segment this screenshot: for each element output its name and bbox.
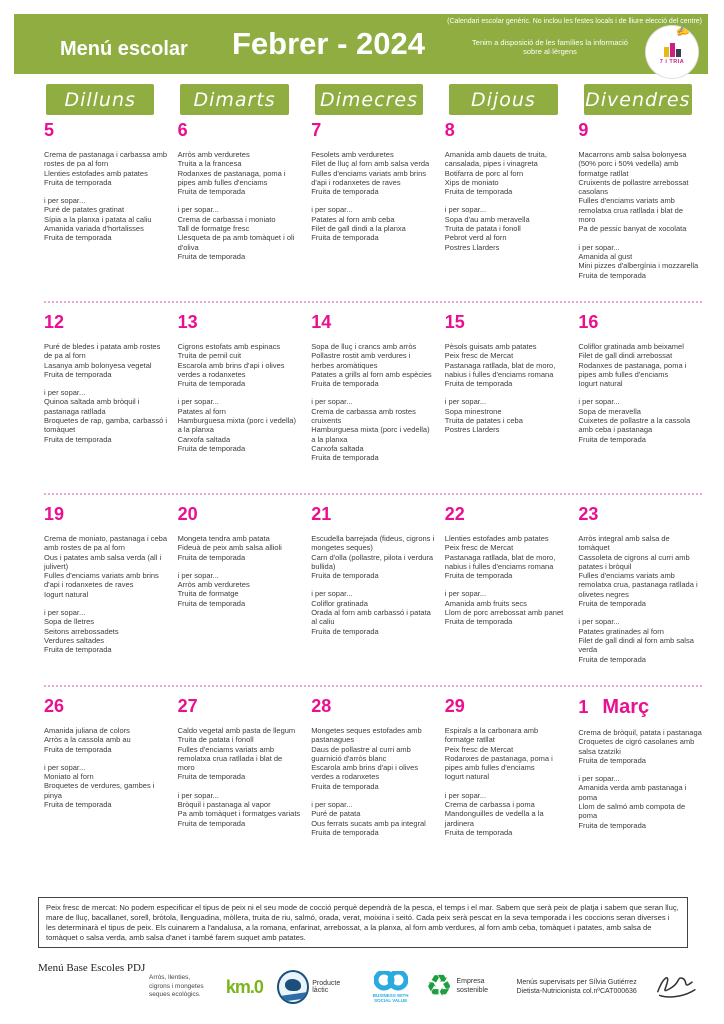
menu-line: Amanida juliana de colors — [44, 726, 130, 735]
menu-line: Fruita de temporada — [578, 654, 646, 664]
menu-line: Fruita de temporada — [44, 645, 112, 655]
menu-line: Cigrons estofats amb espinacs — [177, 342, 281, 351]
menu-line: Postres Llarders — [444, 242, 500, 252]
day-number: 26 — [44, 696, 65, 716]
menu-line: Hamburguesa mixta (porc i vedella) a la planxa — [177, 416, 296, 435]
menu-line: Sopa minestrone — [444, 406, 502, 416]
menu-line: Mongetes seques estofades amb pastanagues — [311, 726, 422, 745]
business-social-value-logo — [370, 971, 412, 1004]
menu-line: Fruita de temporada — [311, 781, 379, 791]
day-number: 29 — [444, 696, 465, 716]
sopar-label: i per sopar... — [578, 617, 620, 627]
menu-line: Daus de pollastre al curri amb guarnició d'arròs blanc — [311, 744, 411, 763]
day-cell-5 — [44, 120, 168, 301]
menu-line: Fruita de temporada — [311, 571, 379, 581]
page-title: Menú escolar — [60, 38, 188, 60]
business-label: BUSINESS WITH SOCIAL VALUE — [372, 992, 409, 1003]
sopar-label: i per sopar... — [311, 589, 353, 599]
menu-line: Fruita de temporada — [177, 187, 246, 197]
weekday-header-dimarts: Dimarts — [180, 84, 288, 115]
day-cell-26 — [44, 696, 168, 877]
menu-line: Fesolets amb verduretes — [311, 150, 394, 159]
menu-line: Tall de formatge fresc — [177, 224, 250, 234]
week-row — [44, 504, 702, 685]
day-number: 20 — [177, 504, 198, 524]
day-cell-15 — [445, 312, 569, 493]
day-number: 16 — [578, 312, 599, 332]
calendar-note: (Calendari escolar genèric. No inclou les festes locals i de lliure elecció del centre) — [447, 18, 702, 25]
sopar-label: i per sopar... — [311, 397, 353, 407]
menu-line: Fruita de temporada — [444, 827, 513, 837]
weekday-header-divendres: Divendres — [584, 84, 692, 115]
footer — [38, 960, 698, 1004]
dairy-icon — [277, 970, 309, 1004]
menu-line: Cassoleta de cigrons al curri amb patates i bròquil — [578, 552, 690, 571]
menu-line: Llenties estofades amb patates — [44, 168, 148, 178]
day-cell-13 — [178, 312, 302, 493]
menu-line: Broquetes de verdures, gambes i pinya — [44, 781, 155, 800]
menu-line: Arròs amb verduretes — [177, 580, 250, 590]
menu-line: Puré de patata — [311, 809, 361, 819]
day-cell-21 — [311, 504, 435, 685]
menu-line: Espirals a la carbonara amb formatge ratllat — [444, 726, 539, 745]
menu-line: Rodanxes de pastanaga, poma i pipes amb fulles d'enciams — [177, 168, 286, 187]
dairy-badge — [277, 970, 356, 1004]
sopar-label: i per sopar... — [444, 205, 487, 215]
day-cell-28 — [311, 696, 435, 877]
menu-line: Crema de carbassa amb rostes cruixents — [311, 406, 416, 426]
sopar-label: i per sopar... — [444, 397, 487, 407]
menu-line: Fruita de temporada — [44, 800, 112, 810]
day-cell-19 — [44, 504, 168, 685]
menu-line: Peix fresc de Mercat — [444, 351, 514, 361]
day-cell-22 — [445, 504, 569, 685]
menu-line: Carxofa saltada — [177, 434, 231, 444]
eco-note: Arròs, llenties, cigrons i mongetes seques ecològics. — [149, 974, 204, 999]
menu-line: Pa de pessic banyat de xocolata — [578, 224, 687, 234]
sopar-label: i per sopar... — [578, 397, 620, 407]
day-number: 23 — [578, 504, 599, 524]
menu-line: Fruita de temporada — [44, 177, 112, 187]
menu-line: Fideuà de peix amb salsa allioli — [177, 543, 282, 553]
menu-line: Fruita de temporada — [177, 598, 246, 608]
menu-line: Fruita de temporada — [444, 617, 513, 627]
menu-line: Amanida variada d'hortalisses — [44, 224, 144, 234]
menu-line: Macarrons amb salsa bolonyesa (50% porc i 50% vedella) amb formatge ratllat — [578, 150, 687, 178]
menu-line: Fulles d'enciams variats amb brins d'api i rodanxetes de raves — [311, 168, 426, 187]
sopar-label: i per sopar... — [578, 242, 620, 252]
menu-line: Fruita de temporada — [578, 820, 646, 830]
menu-line: Filet de gall dindi a la planxa — [311, 224, 406, 234]
week-separator — [44, 301, 702, 303]
menu-line: Fruita de temporada — [578, 755, 646, 765]
base-menu-label: Menú Base Escoles PDJ — [38, 962, 146, 974]
menu-line: Coliflor gratinada amb beixamel — [578, 342, 684, 351]
sopar-label: i per sopar... — [44, 196, 86, 206]
menu-line: Rodanxes de pastanaga, poma i pipes amb fulles d'enciams — [444, 753, 553, 773]
menu-line: Botifarra de porc al forn — [444, 168, 524, 178]
menu-line: Escudella barrejada (fideus, cigrons i mongetes seques) — [311, 534, 435, 553]
menu-line: Broquetes de rap, gamba, carbassó i tomàquet — [44, 416, 167, 435]
menu-line: Puré de bledes i patata amb rostes de pa al forn — [44, 342, 161, 361]
menu-line: Peix fresc de Mercat — [444, 543, 514, 553]
allergens-note: Tenim a disposició de les famílies la informació sobre al·lèrgens — [472, 38, 628, 57]
day-number: 19 — [44, 504, 65, 524]
menu-line: Escarola amb brins d'api i olives verdes a rodanxetes — [311, 763, 419, 782]
menu-line: Fulles d'enciams variats amb brins d'api i rodanxetes de raves — [44, 571, 159, 590]
calendar-grid — [44, 120, 702, 877]
sopar-label: i per sopar... — [44, 608, 86, 618]
supervision-line1: Menús supervisats per Sílvia Gutiérrez — [516, 978, 637, 986]
menu-line: Quinoa saltada amb bròquil i pastanaga ratllada — [44, 397, 140, 416]
menu-line: Llom de porc arrebossat amb panet — [444, 608, 564, 618]
menu-line: Pollastre rostit amb verdures i herbes aromàtiques — [311, 351, 411, 370]
fish-note-box: Peix fresc de mercat: No podem especificar el tipus de peix ni el seu mode de cocció perquè dependrà de la pesca, el temps i el mar. Sabem que serà peix de platja i sabem que seran lluç, mare de lluç, bacallanet, sorell, bròtola, llenguadina, mòllera, truita de riu, salmó, orada, verat, moixina i seitó. Cada peix serà pescat en la seva temporada i les coccions seran diverses i les determinarà el tipus de peix. Els cuinarem a l'andalusa, a la romana, enfarinat, arrebossat, a la planxa, al forn amb verdures, al forn amb ceba, tomàquet i patates, amb salsa de tomàquet o salsa verda, amb salsa d'anet i també farem suquet amb patates. — [38, 897, 688, 948]
day-cell-16 — [578, 312, 702, 493]
7itria-label: 7 i TRIA — [659, 58, 685, 65]
day-number: 5 — [44, 120, 55, 140]
day-number: 9 — [578, 120, 589, 140]
day-cell-20 — [178, 504, 302, 685]
day-cell-12 — [44, 312, 168, 493]
menu-line: Truita de patata i fonoll — [444, 224, 521, 234]
menu-line: Rodanxes de pastanaga, poma i pipes amb fulles d'enciams — [578, 360, 687, 379]
menu-line: Coliflor gratinada — [311, 598, 368, 608]
menu-line: Iogurt natural — [444, 772, 489, 782]
menu-line: Filet de lluç al forn amb salsa verda — [311, 159, 430, 169]
menu-line: Fruita de temporada — [444, 571, 513, 581]
menu-line: Fulles d'enciams variats amb remolatxa crua, pastanaga ratllada i olivetes negres — [578, 571, 698, 599]
sopar-label: i per sopar... — [311, 205, 353, 215]
sopar-label: i per sopar... — [311, 800, 353, 810]
menu-line: Sopa d'au amb meravella — [444, 214, 530, 224]
day-number: 28 — [311, 696, 332, 716]
menu-line: Sopa de meravella — [578, 406, 641, 416]
menu-line: Orada al forn amb carbassó i patata al caliu — [311, 608, 431, 627]
day-cell-14 — [311, 312, 435, 493]
menu-line: Caldo vegetal amb pasta de llegum — [177, 726, 296, 735]
menu-line: Fruita de temporada — [177, 818, 246, 828]
menu-line: Fruita de temporada — [444, 379, 513, 389]
signature-icon — [654, 970, 698, 1000]
menu-line: Sípia a la planxa i patata al caliu — [44, 214, 152, 224]
menu-line: Fruita de temporada — [177, 251, 246, 261]
day-number: 22 — [444, 504, 465, 524]
menu-line: Amanida verda amb pastanaga i poma — [578, 783, 687, 802]
menu-line: Arròs integral amb salsa de tomàquet — [578, 534, 670, 553]
menu-line: Sopa de lluç i crancs amb arròs — [311, 342, 417, 351]
menu-line: Llenties estofades amb patates — [444, 534, 549, 543]
menu-line: Sopa de lletres — [44, 617, 95, 627]
menu-line: Filet de gall dindi al forn amb salsa verda — [578, 635, 694, 655]
menu-line: Pebrot verd al forn — [444, 233, 507, 243]
menu-line: Truita de pernil cuit — [177, 351, 242, 361]
day-number: 21 — [311, 504, 332, 524]
bars-icon — [664, 41, 681, 57]
day-cell-7 — [311, 120, 435, 301]
day-cell-27 — [178, 696, 302, 877]
menu-line: Llom de salmó amb compota de poma — [578, 802, 686, 821]
menu-line: Fruita de temporada — [311, 827, 379, 837]
menu-line: Moniato al forn — [44, 772, 94, 782]
menu-line: Croquetes de cigró casolanes amb salsa tzatziki — [578, 737, 695, 756]
menu-line: Fruita de temporada — [311, 379, 379, 389]
menu-line: Fulles d'enciams variats amb remolatxa crua ratllada i blat de moro — [578, 196, 684, 225]
supervision-line2: Dietista-Nutricionista col.nºCAT000636 — [516, 988, 637, 995]
menu-line: Pèsols guisats amb patates — [444, 342, 537, 351]
menu-line: Fruita de temporada — [578, 599, 646, 609]
menu-line: Fruita de temporada — [311, 233, 379, 243]
menu-line: Carxofa saltada — [311, 443, 364, 453]
menu-line: Pastanaga ratllada, blat de moro, nabius i fulles d'enciams romana — [444, 552, 556, 571]
menu-line: Pastanaga ratllada, blat de moro, nabius i fulles d'enciams romana — [444, 360, 556, 379]
sopar-label: i per sopar... — [44, 388, 86, 398]
sopar-label: i per sopar... — [44, 762, 86, 772]
sopar-label: i per sopar... — [177, 205, 219, 215]
sopar-label: i per sopar... — [444, 589, 487, 599]
menu-line: Seitons arrebossadets — [44, 626, 119, 636]
menu-line: Crema de carbassa i poma — [444, 800, 535, 810]
month-label: Març — [602, 696, 650, 718]
menu-line: Fruita de temporada — [311, 626, 379, 636]
menu-line: Llesqueta de pa amb tomàquet i oli d'oliva — [177, 233, 295, 252]
dairy-label: Producte làctic — [312, 980, 341, 994]
menu-line: Fruita de temporada — [177, 552, 246, 562]
hand-icon: ✍ — [674, 22, 692, 39]
day-cell-29 — [445, 696, 569, 877]
menu-line: Fruita de temporada — [44, 434, 112, 444]
km0-icon: km.0 — [225, 976, 263, 997]
day-number: 15 — [444, 312, 465, 332]
menu-line: Crema de bròquil, patata i pastanaga — [578, 728, 702, 737]
menu-line: Crema de moniato, pastanaga i ceba amb rostes de pa al forn — [44, 534, 167, 553]
menu-line: Carn d'olla (pollastre, pilota i verdura bullida) — [311, 552, 434, 571]
menu-line: Mini pizzes d'albergínia i mozzarella — [578, 261, 699, 271]
week-row — [44, 696, 702, 877]
weekday-header-row — [38, 84, 700, 115]
menu-line: Escarola amb brins d'api i olives verdes a rodanxetes — [177, 360, 285, 379]
menu-line: Postres Llarders — [444, 425, 500, 435]
menu-line: Fruita de temporada — [44, 744, 112, 754]
day-number: 8 — [444, 120, 455, 140]
menu-line: Amanida amb dauets de truita, cansalada, pipes i vinagreta — [444, 150, 547, 169]
menu-line: Amanida al gust — [578, 251, 633, 261]
day-number: 13 — [177, 312, 198, 332]
menu-line: Fruita de temporada — [177, 772, 246, 782]
sopar-label: i per sopar... — [444, 790, 487, 800]
weekday-header-dimecres: Dimecres — [315, 84, 423, 115]
sopar-label: i per sopar... — [177, 397, 219, 407]
menu-line: Fruita de temporada — [578, 270, 646, 280]
menu-line: Peix fresc de Mercat — [444, 744, 514, 754]
menu-line: Pa amb tomàquet i formatges variats — [177, 809, 301, 819]
menu-line: Truita de formatge — [177, 589, 239, 599]
day-number: 12 — [44, 312, 65, 332]
day-number: 27 — [177, 696, 198, 716]
sopar-label: i per sopar... — [177, 790, 219, 800]
menu-line: Cuixetes de pollastre a la cassola amb ceba i pastanaga — [578, 416, 691, 435]
menu-line: Mongeta tendra amb patata — [177, 534, 270, 543]
menu-line: Hamburguesa mixta (porc i vedella) a la planxa — [311, 425, 430, 444]
month-title: Febrer - 2024 — [232, 26, 425, 61]
week-row — [44, 312, 702, 493]
menu-line: Patates al forn amb ceba — [311, 214, 395, 224]
menu-line: Truita a la francesa — [177, 159, 242, 169]
menu-line: Bròquil i pastanaga al vapor — [177, 800, 271, 810]
recycle-icon: ♻ — [425, 970, 453, 1003]
menu-line: Fruita de temporada — [578, 434, 646, 444]
day-number: 1 Març — [578, 696, 650, 718]
day-cell-1-marc — [578, 696, 702, 877]
menu-line: Ous ferrats sucats amb pa integral — [311, 818, 426, 828]
day-number: 14 — [311, 312, 332, 332]
menu-line: Fruita de temporada — [311, 187, 379, 197]
header-bar — [14, 14, 708, 74]
day-number: 6 — [177, 120, 188, 140]
menu-line: Cruixents de pollastre arrebossat casolans — [578, 177, 689, 197]
menu-line: Fruita de temporada — [177, 379, 246, 389]
menu-line: Filet de gall dindi arrebossat — [578, 351, 673, 361]
weekday-header-dilluns: Dilluns — [46, 84, 154, 115]
sustainable-badge — [426, 972, 503, 1002]
day-cell-23 — [578, 504, 702, 685]
menu-line: Patates a grills al forn amb espècies — [311, 369, 432, 379]
week-separator — [44, 493, 702, 495]
week-row — [44, 120, 702, 301]
menu-line: Truita de patata i fonoll — [177, 735, 254, 745]
menu-line: Arròs a la cassola amb au — [44, 735, 131, 745]
menu-line: Iogurt natural — [578, 379, 623, 389]
week-separator — [44, 685, 702, 687]
day-cell-8 — [445, 120, 569, 301]
menu-line: Truita de patates i ceba — [444, 416, 523, 426]
menu-line: Puré de patates gratinat — [44, 205, 125, 215]
menu-line: Crema de pastanaga i carbassa amb rostes de pa al forn — [44, 150, 167, 169]
menu-line: Fruita de temporada — [444, 187, 513, 197]
menu-line: Patates gratinades al forn — [578, 626, 664, 636]
menu-line: Amanida amb fruits secs — [444, 598, 527, 608]
weekday-header-dijous: Dijous — [449, 84, 557, 115]
menu-line: Crema de carbassa i moniato — [177, 214, 276, 224]
supervision-text — [516, 978, 638, 997]
menu-line: Xips de moniato — [444, 177, 499, 187]
menu-line: Fruita de temporada — [44, 369, 112, 379]
sustainable-label: Empresa sostenible — [456, 978, 489, 994]
menu-line: Fruita de temporada — [44, 233, 112, 243]
day-cell-9 — [578, 120, 702, 301]
sopar-label: i per sopar... — [578, 774, 620, 784]
menu-line: Verdures saltades — [44, 635, 105, 645]
menu-line: Lasanya amb bolonyesa vegetal — [44, 360, 152, 370]
menu-line: Ous i patates amb salsa verda (all i julivert) — [44, 552, 162, 571]
infinity-icon — [374, 971, 408, 993]
menu-line: Arròs amb verduretes — [177, 150, 250, 159]
menu-line: Mandonguilles de vedella a la jardinera — [444, 809, 544, 828]
menu-line: Fruita de temporada — [177, 443, 246, 453]
menu-line: Fulles d'enciams variats amb remolatxa crua ratllada i blat de moro — [177, 744, 283, 773]
menu-line: Iogurt natural — [44, 589, 89, 599]
sopar-label: i per sopar... — [177, 570, 219, 580]
day-cell-6 — [178, 120, 302, 301]
7itria-logo — [646, 22, 698, 78]
day-number: 7 — [311, 120, 322, 140]
menu-line: Patates al forn — [177, 406, 226, 416]
menu-line: Fruita de temporada — [311, 453, 379, 463]
footer-logos — [149, 970, 698, 1004]
